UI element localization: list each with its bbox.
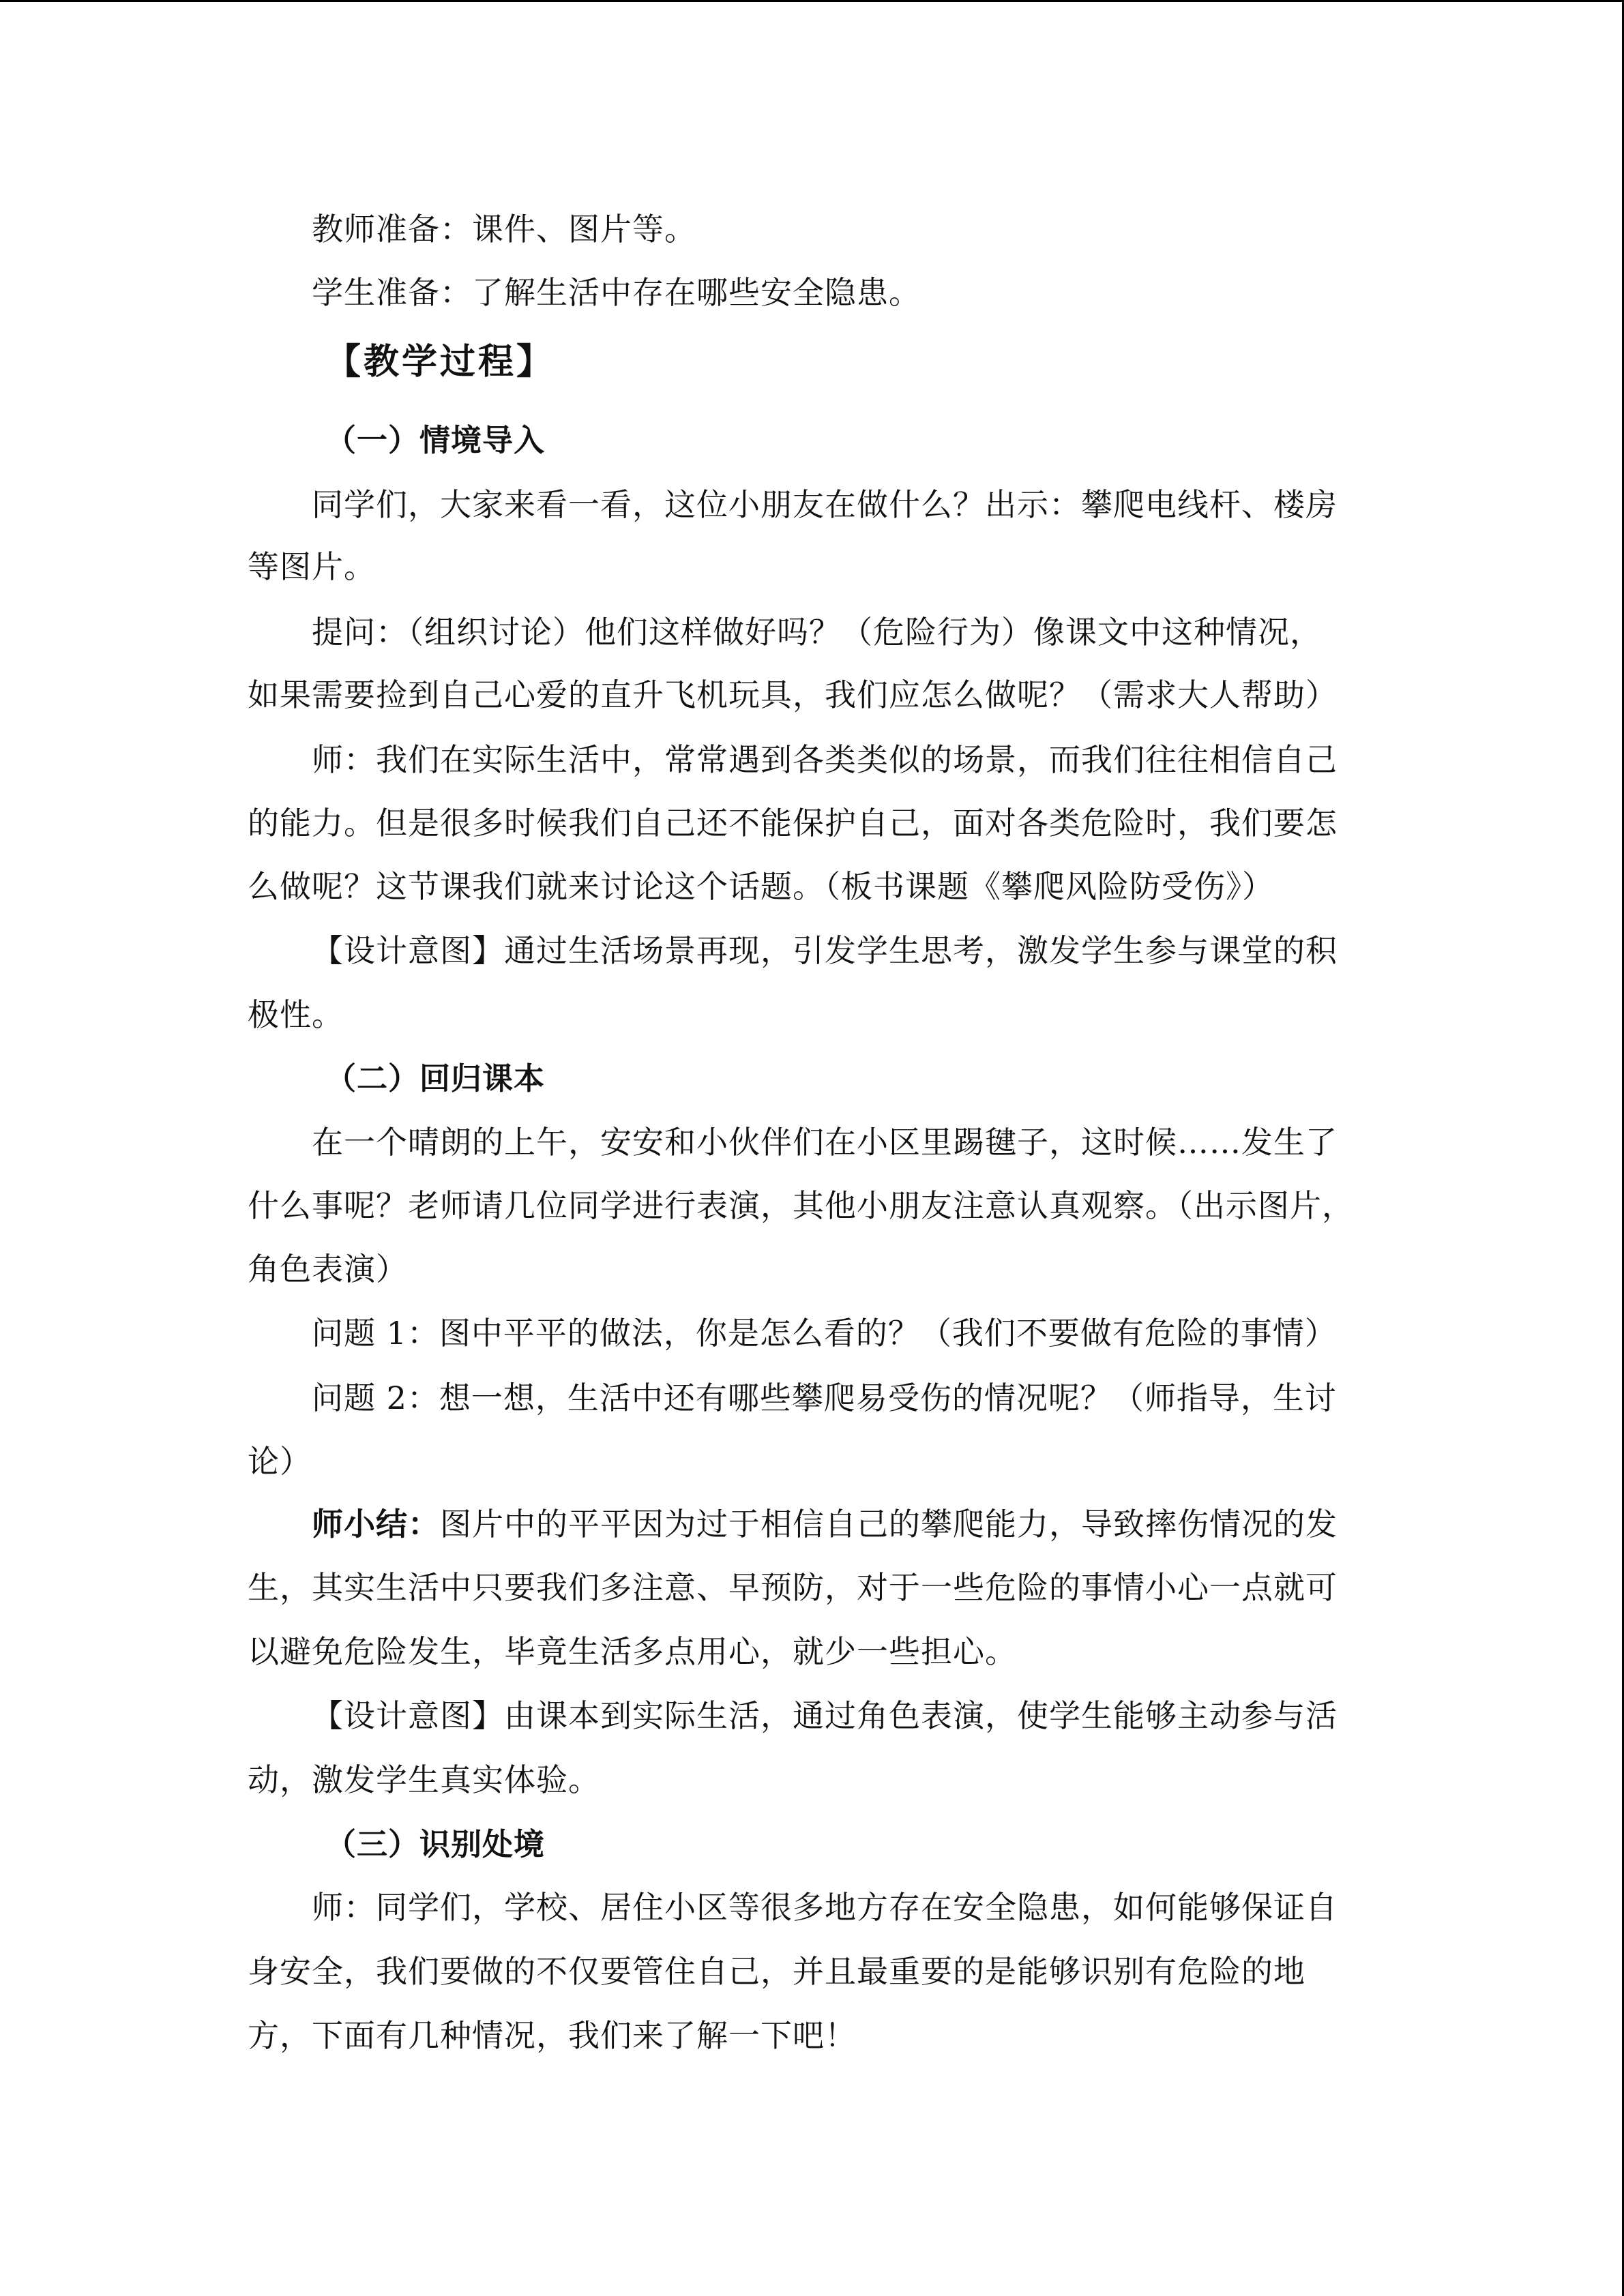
paragraph-5-line-2: 身安全，我们要做的不仅要管住自己，并且最重要的是能够识别有危险的地	[248, 1953, 1305, 1990]
question-2-line-2: 论）	[248, 1443, 312, 1480]
design-intent-2-line-1: 【设计意图】由课本到实际生活，通过角色表演，使学生能够主动参与活	[312, 1697, 1338, 1734]
paragraph-5-line-3: 方，下面有几种情况，我们来了解一下吧！	[248, 2017, 857, 2054]
paragraph-5-line-1: 师：同学们，学校、居住小区等很多地方存在安全隐患，如何能够保证自	[312, 1889, 1338, 1926]
design-intent-1-line-1: 【设计意图】通过生活场景再现，引发学生思考，激发学生参与课堂的积	[312, 932, 1338, 969]
teacher-summary-line-3: 以避免危险发生，毕竟生活多点用心，就少一些担心。	[248, 1633, 1017, 1670]
teacher-summary-line-2: 生，其实生活中只要我们多注意、早预防，对于一些危险的事情小心一点就可	[248, 1569, 1338, 1606]
paragraph-4-line-2: 什么事呢？老师请几位同学进行表演，其他小朋友注意认真观察。（出示图片，	[248, 1187, 1354, 1224]
paragraph-1-line-1: 同学们，大家来看一看，这位小朋友在做什么？出示：攀爬电线杆、楼房	[312, 486, 1338, 523]
teacher-summary-label: 师小结：	[312, 1506, 440, 1542]
teaching-process-heading: 【教学过程】	[325, 341, 555, 383]
section-3-heading: （三）识别处境	[325, 1826, 546, 1862]
design-intent-1-line-2: 极性。	[248, 996, 344, 1033]
section-2-heading: （二）回归课本	[325, 1060, 546, 1097]
paragraph-3-line-2: 的能力。但是很多时候我们自己还不能保护自己，面对各类危险时，我们要怎	[248, 805, 1338, 841]
paragraph-1-line-2: 等图片。	[248, 548, 376, 585]
question-1-line: 问题 1：图中平平的做法，你是怎么看的？（我们不要做有危险的事情）	[312, 1315, 1337, 1352]
design-intent-2-line-2: 动，激发学生真实体验。	[248, 1761, 600, 1798]
teacher-summary-text: 图片中的平平因为过于相信自己的攀爬能力，导致摔伤情况的发	[440, 1506, 1338, 1542]
student-preparation-line: 学生准备：了解生活中存在哪些安全隐患。	[312, 274, 921, 311]
paragraph-3-line-1: 师：我们在实际生活中，常常遇到各类类似的场景，而我们往往相信自己	[312, 741, 1338, 778]
section-1-heading: （一）情境导入	[325, 422, 546, 458]
paragraph-2-line-1: 提问：（组织讨论）他们这样做好吗？（危险行为）像课文中这种情况，	[312, 614, 1322, 651]
paragraph-3-line-3: 么做呢？这节课我们就来讨论这个话题。（板书课题《攀爬风险防受伤》）	[248, 868, 1274, 905]
teacher-preparation-line: 教师准备：课件、图片等。	[312, 211, 696, 248]
teacher-summary-line-1	[312, 1504, 1338, 1545]
paragraph-4-line-1: 在一个晴朗的上午，安安和小伙伴们在小区里踢毽子，这时候……发生了	[312, 1124, 1338, 1161]
question-2-line-1: 问题 2：想一想，生活中还有哪些攀爬易受伤的情况呢？（师指导，生讨	[312, 1380, 1337, 1416]
paragraph-2-line-2: 如果需要捡到自己心爱的直升飞机玩具，我们应怎么做呢？（需求大人帮助）	[248, 676, 1338, 713]
paragraph-4-line-3: 角色表演）	[248, 1251, 408, 1287]
